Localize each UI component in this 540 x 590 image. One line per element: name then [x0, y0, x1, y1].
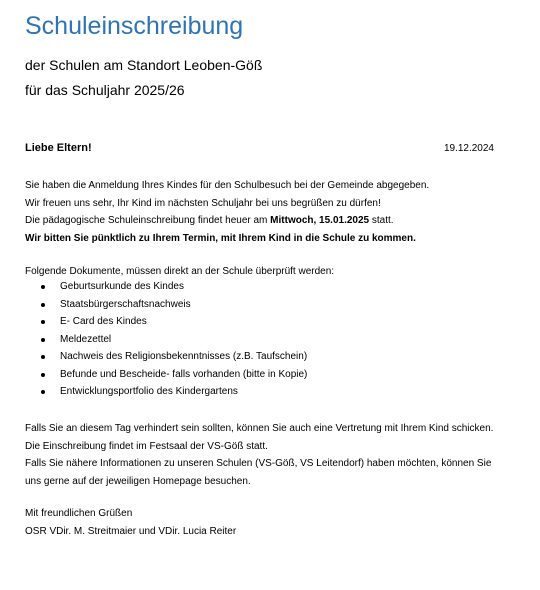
list-item-text: Entwicklungsportfolio des Kindergartens [60, 386, 238, 397]
list-item [37, 313, 307, 331]
intro-line: Wir freuen uns sehr, Ihr Kind im nächsten Schuljahr bei uns begrüßen zu dürfen! [25, 197, 381, 209]
list-item-text: E- Card des Kindes [60, 316, 147, 327]
signature-names: OSR VDir. M. Streitmaier und VDir. Lucia Reiter [25, 525, 237, 537]
subtitle-school-year: für das Schuljahr 2025/26 [25, 82, 185, 98]
list-item [37, 366, 307, 384]
appointment-date: Mittwoch, 15.01.2025 [270, 215, 370, 226]
page-title: Schuleinschreibung [25, 12, 244, 40]
letter-date: 19.12.2024 [443, 143, 494, 154]
bullet-icon [41, 338, 45, 342]
documents-list [37, 278, 307, 401]
closing-line: uns gerne auf der jeweiligen Homepage besuchen. [25, 475, 251, 487]
list-item [37, 348, 307, 366]
bullet-icon [41, 390, 45, 394]
list-item-text: Staatsbürgerschaftsnachweis [60, 298, 191, 310]
bullet-icon [41, 303, 45, 307]
signature-block [25, 505, 236, 540]
list-item-text: Befunde und Bescheide- falls vorhanden (bitte in Kopie) [60, 368, 308, 380]
bullet-icon [41, 320, 45, 324]
bullet-icon [41, 285, 45, 289]
intro-line: Sie haben die Anmeldung Ihres Kindes für den Schulbesuch bei der Gemeinde abgegeben. [25, 180, 430, 191]
punctuality-request: Wir bitten Sie pünktlich zu Ihrem Termin, mit Ihrem Kind in die Schule zu kommen. [25, 232, 416, 244]
closing-paragraph [25, 420, 493, 490]
intro-paragraph [25, 177, 429, 247]
letter-greeting: Liebe Eltern! [25, 142, 92, 154]
closing-line: Falls Sie nähere Informationen zu unseren Schulen (VS-Göß, VS Leitendorf) haben möchten, können Sie [25, 458, 492, 469]
list-item [37, 383, 307, 401]
closing-line: Falls Sie an diesem Tag verhindert sein sollten, können Sie auch eine Vertretung mit Ihrem Kind schicken. [25, 423, 494, 434]
list-item-text: Geburtsurkunde des Kindes [60, 281, 184, 292]
appointment-suffix: statt. [369, 215, 394, 226]
documents-lead: Folgende Dokumente, müssen direkt an der Schule überprüft werden: [25, 266, 335, 277]
closing-line: Die Einschreibung findet im Festsaal der VS-Göß statt. [25, 440, 268, 452]
bullet-icon [41, 355, 45, 359]
subtitle-schools: der Schulen am Standort Leoben-Göß [25, 57, 263, 73]
intro-line-appointment [25, 212, 429, 230]
appointment-prefix: Die pädagogische Schuleinschreibung findet heuer am [25, 215, 271, 226]
bullet-icon [41, 373, 45, 377]
signature-salutation: Mit freundlichen Grüßen [25, 508, 133, 519]
list-item [37, 296, 307, 314]
list-item [37, 278, 307, 296]
list-item-text: Meldezettel [60, 333, 112, 345]
list-item [37, 331, 307, 349]
list-item-text: Nachweis des Religionsbekenntnisses (z.B. Taufschein) [60, 351, 308, 362]
